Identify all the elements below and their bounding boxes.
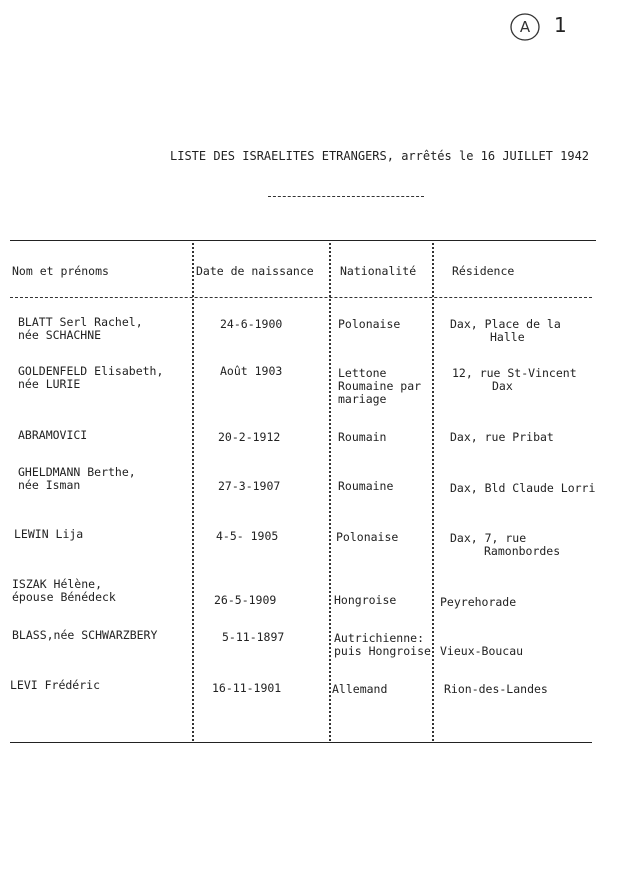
header-residence: Résidence — [452, 264, 515, 278]
circle-letter: A — [519, 18, 531, 36]
name-line: GOLDENFELD Elisabeth, — [18, 364, 164, 378]
name-line: ABRAMOVICI — [18, 428, 88, 442]
residence-line: Ramonbordes — [484, 544, 561, 558]
row-name — [18, 316, 143, 342]
name-line: LEVI Frédéric — [10, 678, 101, 692]
row-name — [12, 629, 157, 642]
row-nationality — [338, 431, 386, 444]
nationality-line: Polonaise — [338, 317, 401, 331]
row-birth: 20-2-1912 — [218, 430, 281, 444]
title-underline — [268, 196, 424, 197]
document-title: LISTE DES ISRAELITES ETRANGERS, arrêtés le 16 JUILLET 1942 — [170, 149, 590, 163]
row-residence — [450, 482, 595, 495]
row-residence — [444, 683, 548, 696]
row-nationality — [332, 683, 387, 696]
row-nationality — [338, 480, 393, 493]
residence-line: Dax, 7, rue — [450, 531, 527, 545]
name-line: née LURIE — [18, 377, 81, 391]
row-name — [14, 528, 83, 541]
nationality-line: Allemand — [332, 682, 388, 696]
nationality-line: Roumaine par — [338, 379, 422, 393]
row-birth: 5-11-1897 — [222, 630, 285, 644]
name-line: LEWIN Lija — [14, 527, 84, 541]
nationality-line: Hongroise — [334, 593, 397, 607]
column-separator-2 — [329, 243, 331, 741]
table-top-rule — [10, 240, 596, 241]
name-line: GHELDMANN Berthe, — [18, 465, 136, 479]
nationality-line: mariage — [338, 392, 387, 406]
nationality-line: Polonaise — [336, 530, 399, 544]
row-nationality — [334, 632, 431, 658]
row-name — [18, 429, 87, 442]
row-residence — [440, 596, 516, 609]
column-separator-3 — [432, 243, 434, 741]
circled-letter-mark — [508, 10, 542, 44]
residence-line: Peyrehorade — [440, 595, 517, 609]
nationality-line: Roumaine — [338, 479, 394, 493]
name-line: BLATT Serl Rachel, — [18, 315, 143, 329]
nationality-line: puis Hongroise — [334, 644, 431, 658]
nationality-line: Roumain — [338, 430, 387, 444]
row-residence — [450, 318, 561, 344]
row-residence — [450, 532, 560, 558]
row-name — [12, 578, 116, 604]
table-bottom-rule — [10, 742, 592, 743]
header-name: Nom et prénoms — [12, 264, 109, 278]
residence-line: Dax, Bld Claude Lorri — [450, 481, 596, 495]
name-line: ISZAK Hélène, — [12, 577, 103, 591]
residence-line: 12, rue St-Vincent — [452, 366, 577, 380]
name-line: épouse Bénédeck — [12, 590, 116, 604]
residence-line: Halle — [490, 330, 525, 344]
row-birth: 24-6-1900 — [220, 317, 283, 331]
row-nationality — [334, 594, 396, 607]
row-nationality — [338, 367, 421, 406]
header-separator — [10, 297, 592, 298]
residence-line: Dax — [492, 379, 513, 393]
residence-line: Dax, rue Pribat — [450, 430, 554, 444]
header-nationality: Nationalité — [340, 264, 417, 278]
column-separator-1 — [192, 243, 194, 741]
row-birth: 4-5- 1905 — [216, 529, 279, 543]
residence-line: Vieux-Boucau — [440, 644, 524, 658]
name-line: BLASS,née SCHWARZBERY — [12, 628, 158, 642]
row-residence — [450, 431, 554, 444]
row-birth: 16-11-1901 — [212, 681, 282, 695]
row-name — [10, 679, 100, 692]
row-residence — [452, 367, 577, 393]
row-birth: 27-3-1907 — [218, 479, 281, 493]
header-birth: Date de naissance — [196, 264, 314, 278]
row-nationality — [336, 531, 398, 544]
row-birth: Août 1903 — [220, 364, 283, 378]
residence-line: Rion-des-Landes — [444, 682, 548, 696]
row-name — [18, 466, 136, 492]
page-number-mark: 1 — [554, 13, 567, 37]
row-residence — [440, 645, 523, 658]
row-nationality — [338, 318, 400, 331]
row-birth: 26-5-1909 — [214, 593, 277, 607]
residence-line: Dax, Place de la — [450, 317, 561, 331]
row-name — [18, 365, 163, 391]
nationality-line: Lettone — [338, 366, 387, 380]
nationality-line: Autrichienne: — [334, 631, 425, 645]
name-line: née Isman — [18, 478, 81, 492]
name-line: née SCHACHNE — [18, 328, 102, 342]
